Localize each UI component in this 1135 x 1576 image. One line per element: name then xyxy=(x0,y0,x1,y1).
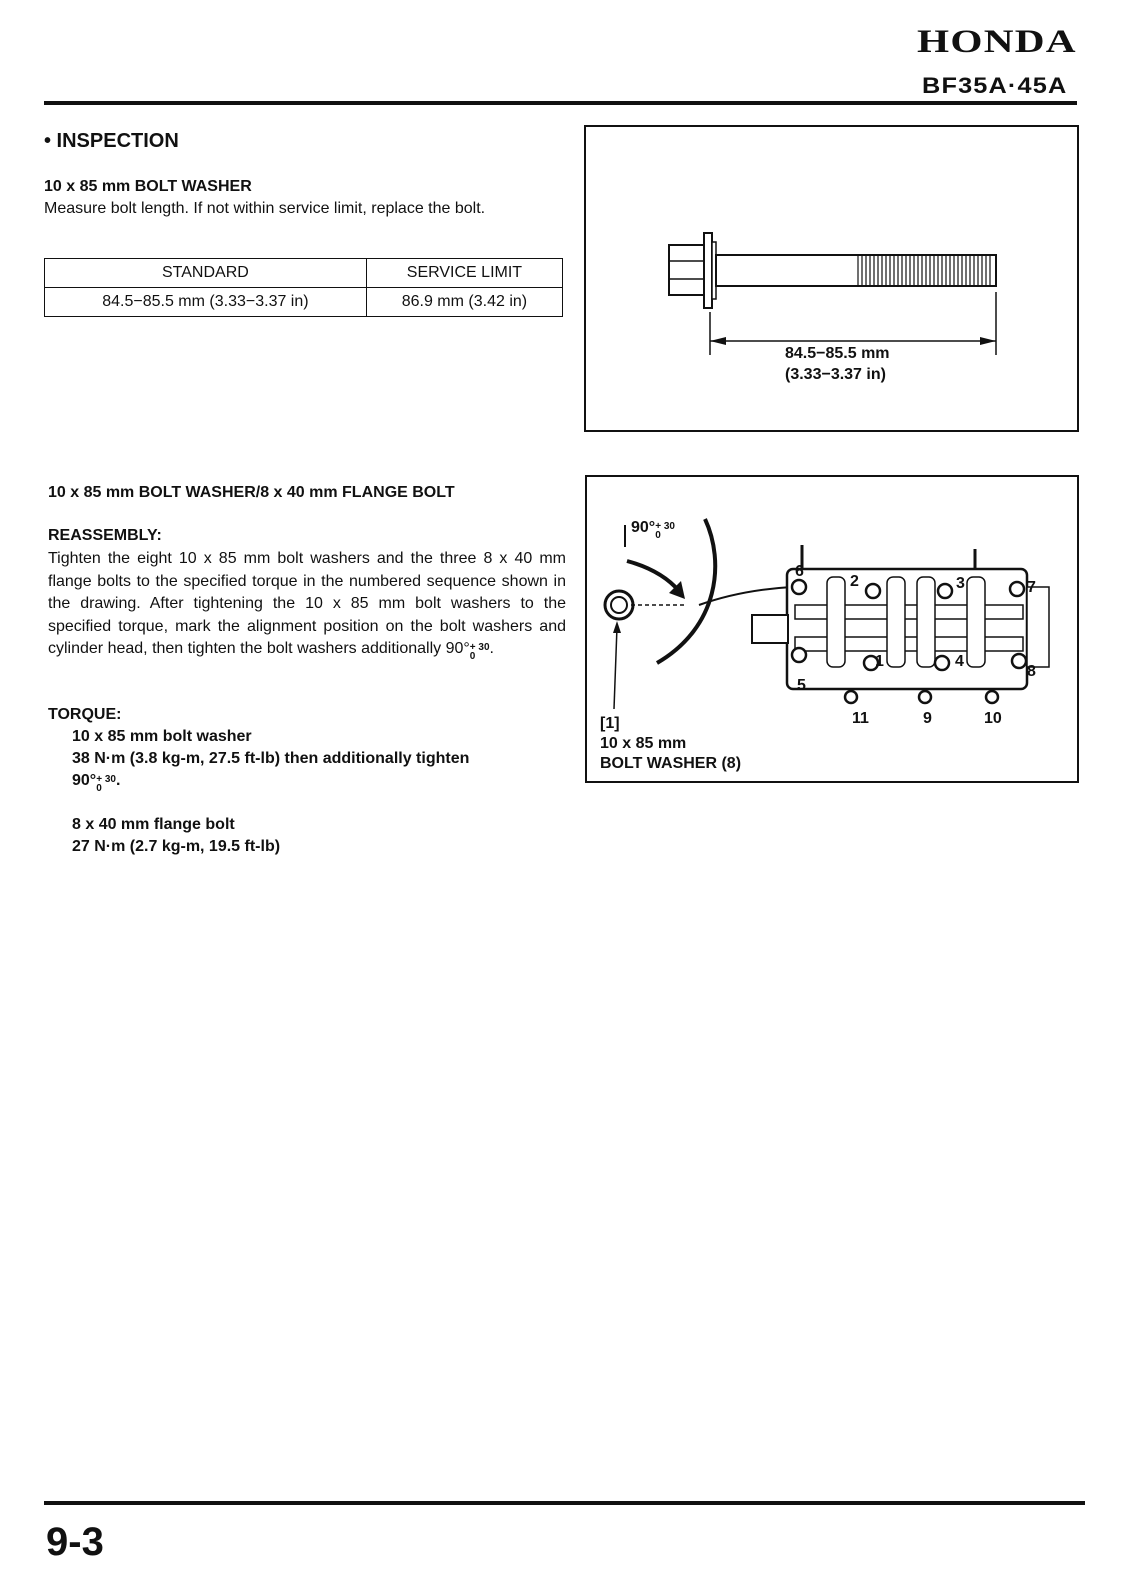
table-header: SERVICE LIMIT xyxy=(366,259,562,288)
bolt-figure xyxy=(584,125,1079,432)
bolt-number: 2 xyxy=(850,573,859,590)
torque-1-angle: 90° + 30 0 . xyxy=(72,772,121,794)
table-cell: 84.5−85.5 mm (3.33−3.37 in) xyxy=(45,288,367,317)
section-title: • INSPECTION xyxy=(44,130,179,152)
torque-1-value: 38 N·m (3.8 kg-m, 27.5 ft-lb) then additionally tighten xyxy=(72,750,470,767)
bolt-number: 8 xyxy=(1027,663,1036,680)
torque-1-name: 10 x 85 mm bolt washer xyxy=(72,728,252,745)
top-rule xyxy=(44,101,1077,105)
callout-line-1: 10 x 85 mm xyxy=(600,735,687,752)
spec-table xyxy=(44,258,563,317)
bolt-number: 3 xyxy=(956,575,965,592)
bolt-number: 4 xyxy=(955,653,964,670)
torque-heading: TORQUE: xyxy=(48,706,122,723)
brand-logo: HONDA xyxy=(917,24,1077,60)
torque-2-value: 27 N·m (2.7 kg-m, 19.5 ft-lb) xyxy=(72,838,281,855)
page-number: 9-3 xyxy=(46,1520,104,1564)
bolt-diagram xyxy=(586,127,1077,430)
model-name: BF35A·45A xyxy=(921,73,1067,98)
reassembly-body: Tighten the eight 10 x 85 mm bolt washers and the three 8 x 40 mm flange bolts to the specified torque in the numbered sequence shown in the drawing. After tightening the 10 x 85 mm bolt washers to the specified torque, mark the alignment position on the bolt washers and cylinder head, then tighten the bolt washers additionally 90° xyxy=(48,550,566,657)
callout-number: [1] xyxy=(600,715,620,732)
dimension-label-in: (3.33−3.37 in) xyxy=(785,366,886,383)
dimension-label-mm: 84.5−85.5 mm xyxy=(785,345,890,362)
bolt-number: 6 xyxy=(795,563,804,580)
table-cell: 86.9 mm (3.42 in) xyxy=(366,288,562,317)
bolt-number: 10 xyxy=(984,710,1002,727)
bolt-number: 11 xyxy=(852,710,869,727)
cylinder-head-figure xyxy=(585,475,1079,783)
bottom-rule xyxy=(44,1501,1085,1505)
reassembly-text: Tighten the eight 10 x 85 mm bolt washers and the three 8 x 40 mm flange bolts to the specified torque in the numbered sequence shown in the drawing. After tightening the 10 x 85 mm bolt washers to the specified torque, mark the alignment position on the bolt washers and cylinder head, then tighten the bolt washers additionally 90° + 30 0 . xyxy=(48,550,566,662)
bolt-number: 1 xyxy=(875,653,884,670)
bolt-number: 7 xyxy=(1027,579,1036,596)
reassembly-heading: REASSEMBLY: xyxy=(48,527,162,544)
torque-2-name: 8 x 40 mm flange bolt xyxy=(72,816,235,833)
angle-tolerance: + 30 0 xyxy=(469,642,490,662)
inspection-text: Measure bolt length. If not within service limit, replace the bolt. xyxy=(44,200,486,217)
bolt-number: 5 xyxy=(797,677,806,694)
bolt-number: 9 xyxy=(923,710,932,727)
subsection-title: 10 x 85 mm BOLT WASHER xyxy=(44,178,252,195)
angle-label: 90° + 30 0 xyxy=(631,519,675,541)
table-header: STANDARD xyxy=(45,259,367,288)
subsection-title: 10 x 85 mm BOLT WASHER/8 x 40 mm FLANGE BOLT xyxy=(48,484,455,501)
callout-line-2: BOLT WASHER (8) xyxy=(600,755,742,772)
